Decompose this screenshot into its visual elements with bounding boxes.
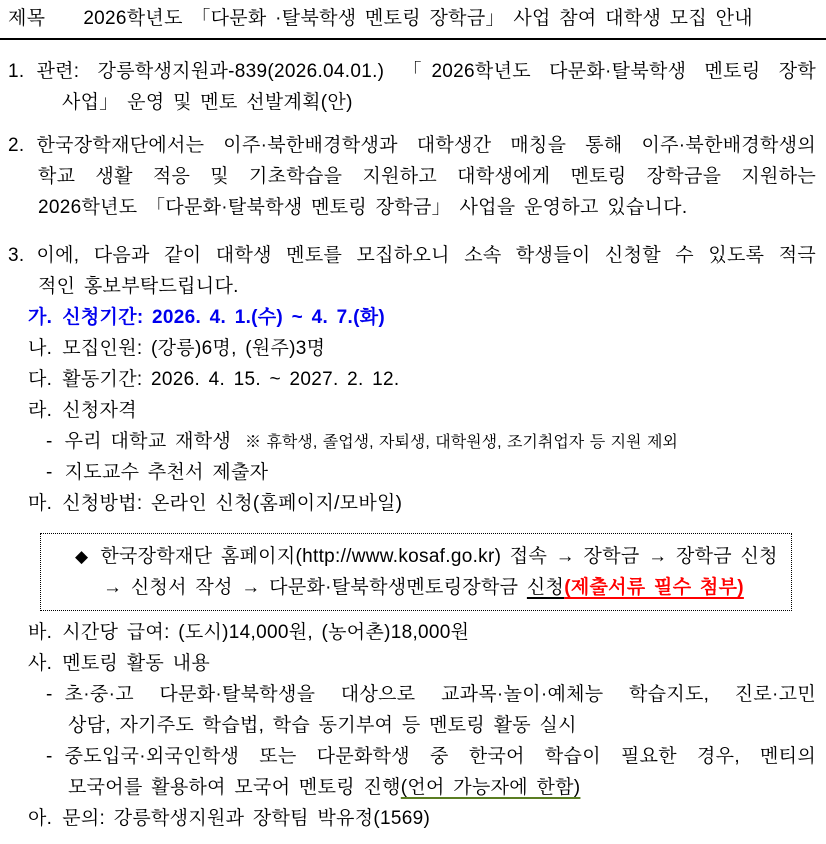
activity-item-2-line-1: [0, 741, 826, 772]
activity-item-2-line-2: [0, 772, 826, 803]
required-documents-warning: (제출서류 필수 첨부): [564, 577, 744, 598]
item-ah-text: 문의: 강릉학생지원과 장학팀 박유정(1569): [62, 808, 431, 829]
notice-line-2-underlined: 신청: [526, 577, 565, 598]
item-ra-text: 신청자격: [62, 400, 137, 421]
title-label: 제목: [8, 8, 46, 29]
paragraph-1-line-1: [0, 56, 826, 87]
paragraph-3-text-1: 이에, 다음과 같이 대학생 멘토를 모집하오니 소속 학생들이 신청할 수 있도록 적극: [36, 245, 816, 266]
item-da-text: 활동기간: 2026. 4. 15. ~ 2027. 2. 12.: [62, 369, 400, 390]
item-activity-period: [0, 364, 826, 395]
qualification-item-1: [0, 426, 826, 457]
paragraph-2-line-3: [0, 192, 826, 223]
activity-item-1-line-2: [0, 710, 826, 741]
item-ga-label: 가.: [28, 307, 53, 328]
qualification-item-2: [0, 457, 826, 488]
paragraph-2-line-1: [0, 130, 826, 161]
item-headcount: [0, 333, 826, 364]
item-application-period: [0, 302, 826, 333]
list-number-2: 2.: [8, 135, 25, 156]
item-sa-label: 사.: [28, 653, 53, 674]
item-contact: [0, 803, 826, 834]
activity-item-2-text-1: 중도입국·외국인학생 또는 다문화학생 중 한국어 학습이 필요한 경우, 멘티의: [64, 746, 816, 767]
paragraph-3-line-1: [0, 240, 826, 271]
item-hourly-pay: [0, 617, 826, 648]
kosaf-url[interactable]: http://www.kosaf.go.kr: [302, 546, 495, 567]
dash-bullet: -: [46, 462, 53, 483]
item-ma-text: 신청방법: 온라인 신청(홈페이지/모바일): [62, 493, 403, 514]
item-da-label: 다.: [28, 369, 53, 390]
list-number-1: 1.: [8, 61, 25, 82]
paragraph-3-text-2: 적인 홍보부탁드립니다.: [38, 276, 239, 297]
paragraph-1-text-1: 관련: 강릉학생지원과-839(2026.04.01.) 「2026학년도 다문화·탈북학생 멘토링 장학: [36, 61, 816, 82]
activity-item-1-line-1: [0, 679, 826, 710]
item-ba-text: 시간당 급여: (도시)14,000원, (농어촌)18,000원: [62, 622, 470, 643]
activity-item-1-text-2: 상담, 자기주도 학습법, 학습 동기부여 등 멘토링 활동 실시: [68, 715, 577, 736]
qualification-item-1-text: 우리 대학교 재학생: [64, 431, 232, 452]
item-ba-label: 바.: [28, 622, 53, 643]
paragraph-2-text-3: 2026학년도 「다문화·탈북학생 멘토링 장학금」 사업을 운영하고 있습니다.: [38, 197, 688, 218]
dash-bullet: -: [46, 684, 53, 705]
item-ga-text: 신청기간: 2026. 4. 1.(수) ~ 4. 7.(화): [62, 307, 385, 328]
notice-box-line-2: [41, 572, 791, 603]
activity-item-1-text-1: 초·중·고 다문화·탈북학생을 대상으로 교과목·놀이·예체능 학습지도, 진로·고민: [64, 684, 816, 705]
diamond-icon: ◆: [75, 547, 89, 566]
paragraph-2-text-2: 학교 생활 적응 및 기초학습을 지원하고 대학생에게 멘토링 장학금을 지원하는: [38, 166, 816, 187]
item-na-text: 모집인원: (강릉)6명, (원주)3명: [62, 338, 326, 359]
language-condition-underlined: (언어 가능자에 한함): [400, 777, 581, 798]
paragraph-2-text-1: 한국장학재단에서는 이주·북한배경학생과 대학생간 매칭을 통해 이주·북한배경학생의: [36, 135, 816, 156]
notice-line-1-prefix: 한국장학재단 홈페이지(: [100, 546, 303, 567]
notice-box-line-1: [41, 541, 791, 572]
item-qualification: [0, 395, 826, 426]
item-sa-text: 멘토링 활동 내용: [62, 653, 210, 674]
notice-line-2-prefix: → 신청서 작성 → 다문화·탈북학생멘토링장학금: [103, 577, 527, 598]
dash-bullet: -: [46, 431, 53, 452]
notice-line-1-suffix: ) 접속 → 장학금 → 장학금 신청: [494, 546, 778, 567]
item-ra-label: 라.: [28, 400, 53, 421]
qualification-item-2-text: 지도교수 추천서 제출자: [64, 462, 269, 483]
item-mentoring-content: [0, 648, 826, 679]
paragraph-1-text-2: 사업」 운영 및 멘토 선발계획(안): [62, 92, 353, 113]
item-ma-label: 마.: [28, 493, 53, 514]
paragraph-1-line-2: [0, 87, 826, 118]
activity-item-2-text-2: 모국어를 활용하여 모국어 멘토링 진행: [68, 777, 401, 798]
paragraph-3-line-2: [0, 271, 826, 302]
qualification-item-1-note: ※ 휴학생, 졸업생, 자퇴생, 대학원생, 조기취업자 등 지원 제외: [245, 434, 678, 451]
paragraph-2-line-2: [0, 161, 826, 192]
item-application-method: [0, 488, 826, 519]
item-na-label: 나.: [28, 338, 53, 359]
document-title-row: [0, 0, 826, 40]
notice-box: [40, 533, 792, 611]
item-ah-label: 아.: [28, 808, 53, 829]
dash-bullet: -: [46, 746, 53, 767]
page-title: 2026학년도 「다문화 ·탈북학생 멘토링 장학금」 사업 참여 대학생 모집 안내: [83, 8, 753, 29]
list-number-3: 3.: [8, 245, 25, 266]
